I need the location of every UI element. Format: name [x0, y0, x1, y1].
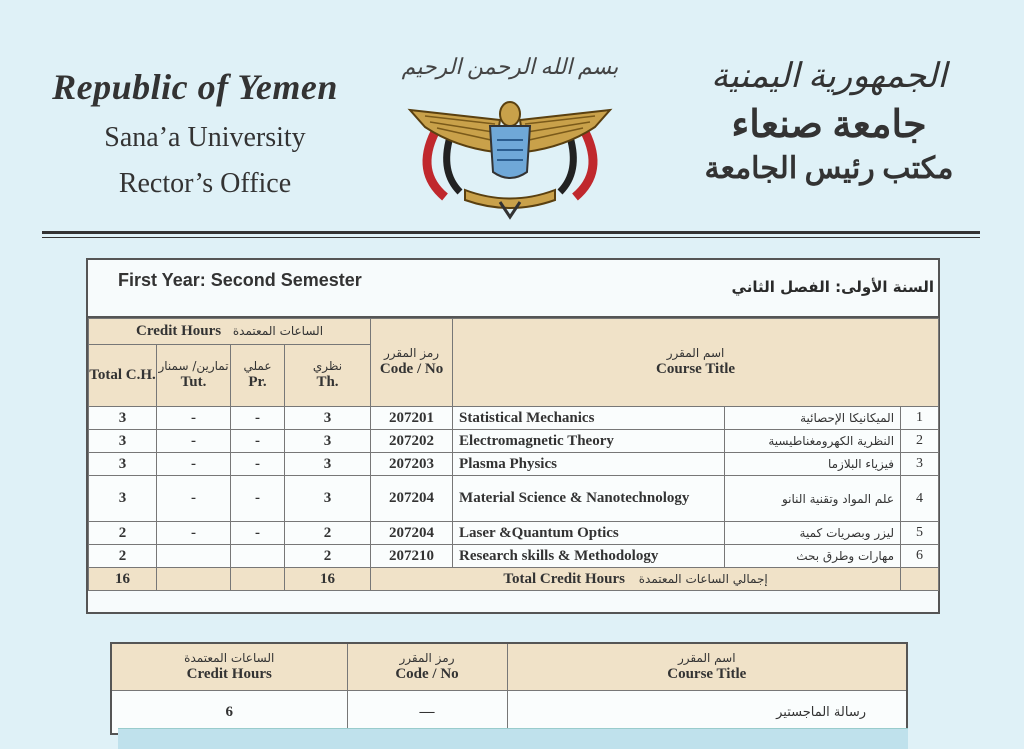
thesis-title: رسالة الماجستير — [507, 691, 907, 735]
table-row: 3 - - 3 207203 Plasma Physics فيزياء البلازما 3 — [89, 453, 939, 476]
table-row: 2 2 207210 Research skills & Methodology مهارات وطرق بحث 6 — [89, 545, 939, 568]
letterhead-arabic — [664, 56, 994, 186]
total-row — [89, 568, 939, 591]
country-name-en: Republic of Yemen — [52, 67, 338, 107]
thesis-code-header: رمز المقرر Code / No — [347, 643, 507, 691]
semester-title-ar: السنة الأولى: الفصل الثاني — [731, 278, 934, 296]
thesis-table — [110, 642, 908, 735]
code-header: رمز المقرر Code / No — [371, 319, 453, 407]
semester-title-en: First Year: Second Semester — [118, 270, 362, 290]
yemen-eagle-emblem-icon — [405, 92, 615, 220]
course-table — [88, 318, 939, 591]
university-name-en: Sana’a University — [104, 122, 306, 153]
semester-course-table-box — [86, 258, 940, 614]
office-name-ar: مكتب رئيس الجامعة — [704, 152, 954, 185]
table-row: 3 - - 3 207204 Material Science & Nanotechnology علم المواد وتقنية النانو 4 — [89, 476, 939, 522]
table-row: 3 - - 3 207201 Statistical Mechanics الميكانيكا الإحصائية 1 — [89, 407, 939, 430]
tut-header: تمارين/ سمنار Tut. — [157, 345, 231, 407]
university-name-ar: جامعة صنعاء — [731, 104, 927, 146]
office-name-en: Rector’s Office — [118, 168, 292, 199]
table-row: 3 - - 3 207202 Electromagnetic Theory النظرية الكهرومغناطيسية 2 — [89, 430, 939, 453]
thesis-code: — — [347, 691, 507, 735]
pr-header: عملي Pr. — [231, 345, 285, 407]
letterhead-english — [20, 66, 390, 200]
total-credit-hours-label: Total Credit Hours إجمالي الساعات المعتمدة — [371, 568, 901, 591]
course-title-header: اسم المقرر Course Title — [453, 319, 939, 407]
thesis-hours: 6 — [111, 691, 347, 735]
total-th-value: 16 — [285, 568, 371, 591]
header-divider-thin — [42, 237, 980, 238]
credit-hours-header: Credit Hours الساعات المعتمدة — [89, 319, 371, 345]
thesis-title-header: اسم المقرر Course Title — [507, 643, 907, 691]
semester-title-bar — [88, 260, 938, 318]
basmala: بسم الله الرحمن الرحيم — [401, 54, 619, 79]
total-ch-header: Total C.H. — [89, 345, 157, 407]
table-row: 2 - - 2 207204 Laser &Quantum Optics ليزر وبصريات كمية 5 — [89, 522, 939, 545]
th-header: نظري Th. — [285, 345, 371, 407]
header-divider — [42, 231, 980, 234]
total-ch-value: 16 — [89, 568, 157, 591]
next-section-edge — [118, 728, 908, 749]
country-name-ar: الجمهورية اليمنية — [711, 58, 947, 95]
thesis-credit-hours-header: الساعات المعتمدة Credit Hours — [111, 643, 347, 691]
